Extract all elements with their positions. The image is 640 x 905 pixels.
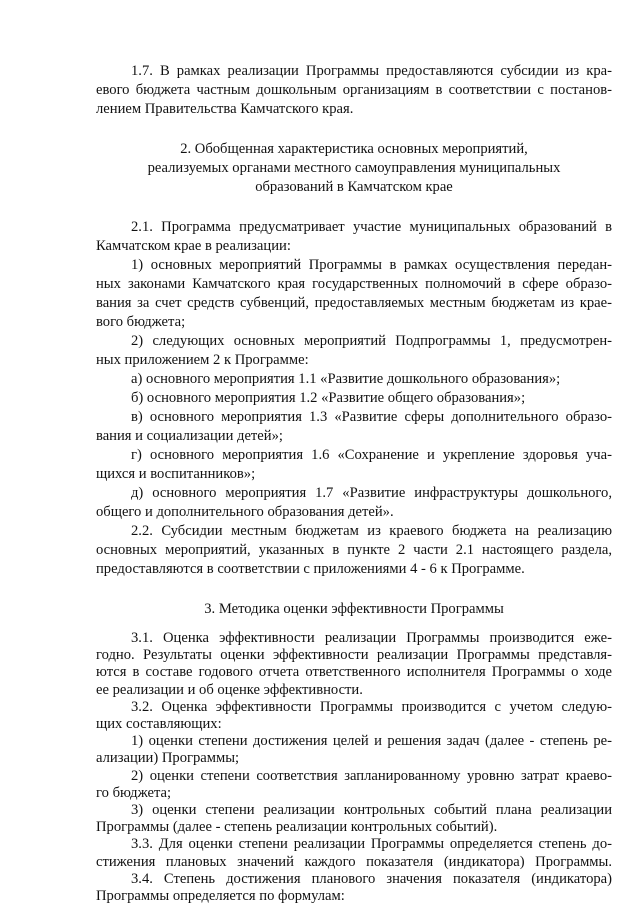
section-2-line: в) основного мероприятия 1.3 «Развитие сферы дополнительного образо-	[131, 409, 612, 425]
section-2-line: вания за счет средств субвенций, предоставляемых местным бюджетам из крае-	[96, 295, 612, 311]
section-2-line: предоставляются в соответствии с приложениями 4 - 6 к Программе.	[96, 561, 525, 577]
section-3-line: годно. Результаты оценки эффективности реализации Программы представля-	[96, 647, 612, 664]
section-2-heading-line: реализуемых органами местного самоуправления муниципальных	[147, 160, 561, 176]
section-2-line: б) основного мероприятия 1.2 «Развитие общего образования»;	[131, 390, 526, 406]
section-3-line: 3.3. Для оценки степени реализации Программы определяется степень до-	[131, 836, 612, 853]
section-3-line: щих составляющих:	[96, 716, 222, 732]
section-2-line: г) основного мероприятия 1.6 «Сохранение и укрепление здоровья уча-	[131, 447, 612, 463]
section-3-line: 3.4. Степень достижения планового значения показателя (индикатора)	[131, 870, 612, 887]
section-2-heading-line: образований в Камчатском крае	[255, 179, 453, 195]
section-2-line: 2.1. Программа предусматривает участие муниципальных образований в	[131, 219, 612, 235]
section-2-line: ных приложением 2 к Программе:	[96, 352, 309, 368]
para-1-7-line: лением Правительства Камчатского края.	[96, 101, 354, 117]
section-3-line: ализации) Программы;	[96, 750, 240, 767]
section-2-line: 2.2. Субсидии местным бюджетам из краевого бюджета на реализацию	[131, 523, 612, 539]
section-2-line: а) основного мероприятия 1.1 «Развитие дошкольного образования»;	[131, 371, 561, 387]
section-3-line: ее реализации и об оценке эффективности.	[96, 681, 363, 698]
section-3-line: Программы (далее - степень реализации контрольных событий).	[96, 819, 498, 836]
section-3-line: 1) оценки степени достижения целей и решения задач (далее - степень ре-	[131, 733, 612, 750]
section-3-heading: 3. Методика оценки эффективности Программы	[204, 601, 504, 617]
section-2-line: ных законами Камчатского края государственных полномочий в сфере образо-	[96, 276, 612, 292]
section-2-line: вого бюджета;	[96, 314, 186, 330]
section-3-line: 3.2. Оценка эффективности Программы производится с учетом следую-	[131, 698, 612, 715]
section-2-heading-line: 2. Обобщенная характеристика основных мероприятий,	[180, 141, 528, 157]
section-3-line: 2) оценки степени соответствия запланированному уровню затрат краево-	[131, 767, 612, 784]
para-1-7-line: евого бюджета частным дошкольным организациям в соответствии с постанов-	[96, 82, 612, 98]
section-2-line: 1) основных мероприятий Программы в рамках осуществления передан-	[131, 257, 612, 273]
section-3-line: 3) оценки степени реализации контрольных событий плана реализации	[131, 802, 612, 818]
section-2-line: общего и дополнительного образования детей».	[96, 504, 394, 520]
section-3-line: 3.1. Оценка эффективности реализации Программы производится еже-	[131, 630, 612, 646]
section-2-line: Камчатском крае в реализации:	[96, 238, 291, 254]
para-1-7-line: 1.7. В рамках реализации Программы предоставляются субсидии из кра-	[131, 63, 612, 79]
section-2-line: вания и социализации детей»;	[96, 428, 283, 444]
section-3-line: го бюджета;	[96, 784, 172, 801]
section-2-line: 2) следующих основных мероприятий Подпрограммы 1, предусмотрен-	[131, 333, 612, 349]
section-2-line: щихся и воспитанников»;	[96, 466, 256, 482]
section-2-line: д) основного мероприятия 1.7 «Развитие инфраструктуры дошкольного,	[131, 485, 612, 501]
section-3-line: Программы определяется по формулам:	[96, 888, 345, 904]
section-2-line: основных мероприятий, указанных в пункте 2 части 2.1 настоящего раздела,	[96, 542, 612, 558]
section-3-line: стижения плановых значений каждого показателя (индикатора) Программы.	[96, 853, 612, 870]
section-3-line: ются в составе годового отчета ответственного исполнителя Программы о ходе	[96, 664, 612, 681]
